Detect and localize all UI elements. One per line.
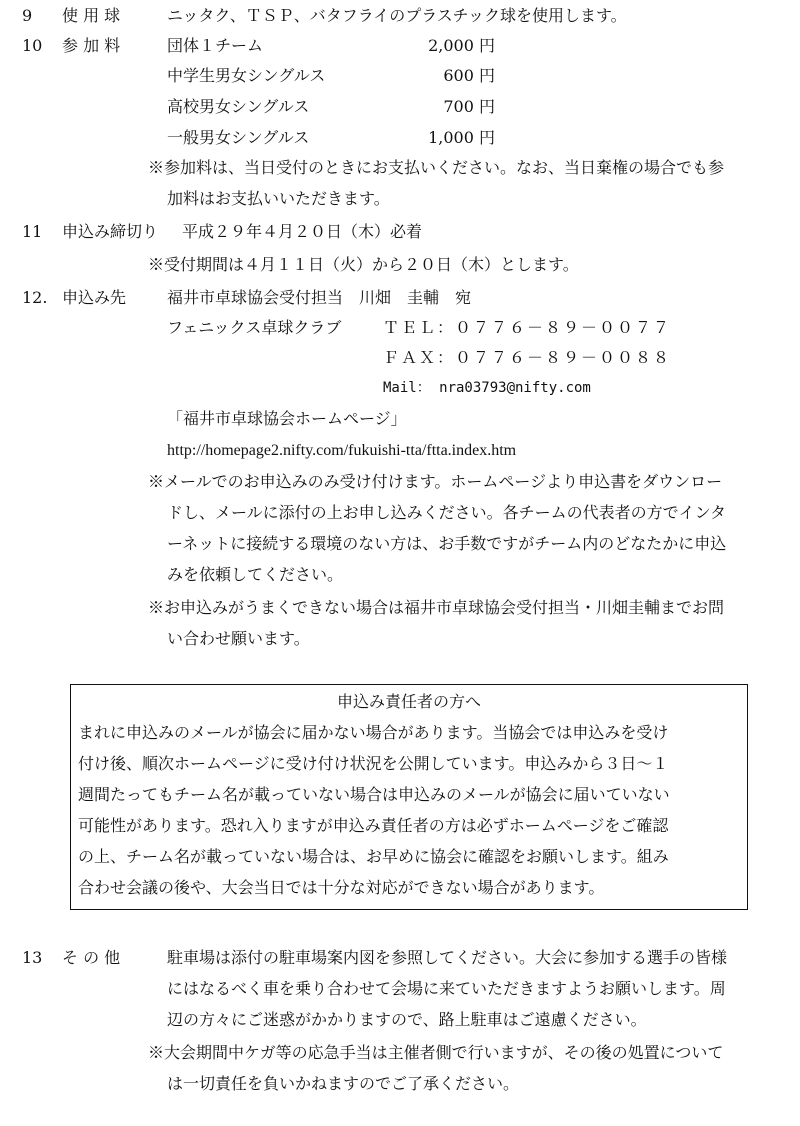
notice-box-title: 申込み責任者の方へ [336, 692, 481, 711]
section-12-label: 申込み先 [62, 288, 127, 307]
fee-amount: 2,000 円 [428, 36, 495, 55]
section-10-label: 参 加 料 [62, 36, 121, 55]
homepage-title: 「福井市卓球協会ホームページ」 [167, 409, 407, 428]
notice-box-line: の上、チーム名が載っていない場合は、お早めに協会に確認をお願いします。組み [78, 847, 669, 866]
notice-box-line: 付け後、順次ホームページに受け付け状況を公開しています。申込みから３日～１ [78, 754, 669, 773]
section-12-note-line: ※お申込みがうまくできない場合は福井市卓球協会受付担当・川畑圭輔までお問 [148, 598, 725, 617]
club-name: フェニックス卓球クラブ [167, 318, 342, 337]
section-10-note-line: ※参加料は、当日受付のときにお支払いください。なお、当日棄権の場合でも参 [148, 158, 725, 177]
homepage-url-link[interactable]: http://homepage2.nifty.com/fukuishi-tta/ftta.index.htm [167, 442, 517, 459]
mail-address[interactable]: Mail： nra03793@nifty.com [383, 380, 591, 396]
section-12-note-line: ドし、メールに添付の上お申し込みください。各チームの代表者の方でインタ [167, 503, 727, 522]
notice-box-line: 可能性があります。恐れ入りますが申込み責任者の方は必ずホームページをご確認 [78, 816, 669, 835]
section-9-text: ニッタク、ＴＳＰ、バタフライのプラスチック球を使用します。 [167, 6, 627, 25]
section-12-note-line: みを依頼してください。 [167, 565, 344, 584]
fee-amount: 600 円 [443, 66, 495, 85]
fee-name: 一般男女シングルス [167, 128, 310, 147]
section-12-number: 12. [22, 288, 48, 307]
section-11-label: 申込み締切り [62, 222, 159, 241]
section-13-number: 13 [22, 948, 43, 967]
section-13-line: 駐車場は添付の駐車場案内図を参照してください。大会に参加する選手の皆様 [167, 948, 728, 967]
section-13-line: 辺の方々にご迷惑がかかりますので、路上駐車はご遠慮ください。 [167, 1010, 647, 1029]
section-13-note-line: ※大会期間中ケガ等の応急手当は主催者側で行いますが、その後の処置について [148, 1043, 724, 1062]
section-11-number: 11 [22, 222, 43, 241]
section-13-label: そ の 他 [62, 948, 121, 967]
section-9-number: 9 [22, 6, 33, 25]
fee-amount: 1,000 円 [428, 128, 495, 147]
fee-name: 団体１チーム [167, 36, 264, 55]
section-10-number: 10 [22, 36, 43, 55]
fee-name: 中学生男女シングルス [167, 66, 326, 85]
contact-recipient: 福井市卓球協会受付担当 川畑 圭輔 宛 [167, 288, 472, 307]
section-12-note-line: ※メールでのお申込みのみ受け付けます。ホームページより申込書をダウンロー [148, 472, 723, 491]
section-12-note-line: い合わせ願います。 [167, 629, 310, 648]
fax-number: ＦＡＸ：０７７６－８９－００８８ [383, 348, 672, 367]
section-11-note: ※受付期間は４月１１日（火）から２０日（木）とします。 [148, 255, 579, 274]
notice-box-line: 合わせ会議の後や、大会当日では十分な対応ができない場合があります。 [78, 878, 605, 897]
section-12-note-line: ーネットに接続する環境のない方は、お手数ですがチーム内のどなたかに申込 [167, 534, 727, 553]
tel-number: ＴＥＬ：０７７６－８９－００７７ [383, 318, 672, 337]
notice-box-line: まれに申込みのメールが協会に届かない場合があります。当協会では申込みを受け [78, 723, 669, 742]
fee-amount: 700 円 [443, 97, 495, 116]
section-13-note-line: は一切責任を負いかねますのでご了承ください。 [167, 1074, 520, 1093]
notice-box-line: 週間たってもチーム名が載っていない場合は申込みのメールが協会に届いていない [78, 785, 670, 804]
section-10-note-line: 加料はお支払いいただきます。 [167, 189, 390, 208]
section-9-label: 使 用 球 [62, 6, 121, 25]
section-11-deadline: 平成２９年４月２０日（木）必着 [182, 222, 423, 241]
section-13-line: にはなるべく車を乗り合わせて会場に来ていただきますようお願いします。周 [167, 979, 726, 998]
fee-name: 高校男女シングルス [167, 97, 310, 116]
